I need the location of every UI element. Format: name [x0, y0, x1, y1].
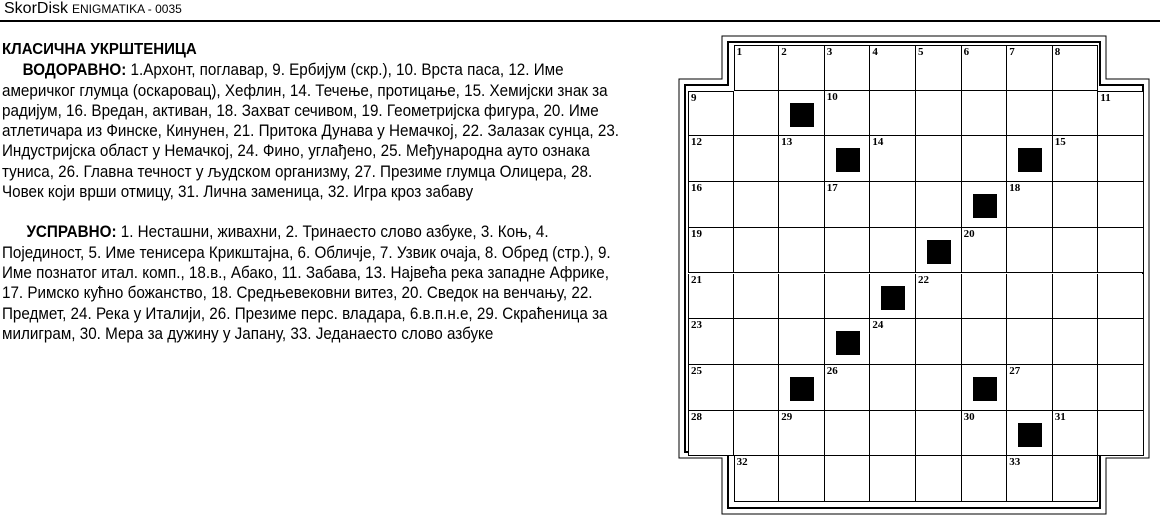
grid-cell[interactable]	[1053, 45, 1099, 91]
grid-cell[interactable]	[779, 228, 825, 274]
clue-number: 1	[736, 46, 743, 58]
grid-cell[interactable]	[962, 45, 1008, 91]
grid-cell[interactable]	[734, 365, 780, 411]
clue-number: 24	[872, 319, 884, 332]
grid-cell[interactable]	[734, 136, 780, 182]
grid-cell[interactable]	[779, 411, 825, 457]
clue-number: 19	[691, 227, 702, 240]
grid-cell[interactable]	[962, 228, 1008, 274]
grid-cell[interactable]	[870, 136, 916, 182]
grid-cell[interactable]	[779, 45, 825, 91]
down-clues	[2, 222, 622, 344]
grid-cell[interactable]	[1007, 456, 1053, 502]
grid-cell[interactable]	[1098, 411, 1144, 457]
clue-number: 9	[691, 91, 697, 104]
down-text: 1. Несташни, живахни, 2. Тринаесто слово азбуке, 3. Коњ, 4. Појединост, 5. Име тенисера Крикштајна, 6. Обличје, 7. Узвик очаја, 8. Обред (стр.), 9. Име познатог итал. комп., 18.в., Абако, 11. Забава, 13. Највећа река западне Африке, 17. Римско кућно божанство, 18. Средњевековни витез, 20. Сведок на венчању, 22. Предмет, 24. Река у Италији, 26. Презиме перс. владара, 6.в.п.н.е, 29. Скраћеница за милиграм, 30. Мера за дужину у Јапану, 33. Једанаесто слово азбуке	[2, 223, 611, 343]
clue-number: 26	[826, 364, 838, 377]
grid-cell[interactable]	[1007, 91, 1053, 137]
clue-number: 23	[691, 319, 702, 332]
grid-cell[interactable]	[1098, 91, 1144, 137]
grid-cell[interactable]	[962, 365, 1008, 411]
across-text: 1.Архонт, поглавар, 9. Ербијум (скр.), 10. Врста паса, 12. Име америчког глумца (оскаровац), Хефлин, 14. Течење, протицање, 15. Хемијски знак за радијум, 16. Вредан, активан, 18. Захват сечивом, 19. Геометријска фигура, 20. Име атлетичара из Финске, Кинунен, 21. Притока Дунава у Немачкој, 22. Залазак сунца, 23. Индустријска област у Немачкој, 24. Фино, углађено, 25. Међународна ауто ознака туниса, 26. Главна течност у људском организму, 27. Презиме глумца Олицера, 28. Човек који врши отмицу, 31. Лична заменица, 32. Игра кроз забаву	[2, 61, 620, 202]
black-square	[836, 331, 860, 355]
grid-cell[interactable]	[825, 365, 871, 411]
grid-cell[interactable]	[1098, 274, 1144, 320]
grid-cell[interactable]	[825, 45, 871, 91]
puzzle-title: КЛАСИЧНА УКРШТЕНИЦА	[2, 41, 197, 58]
grid-cell[interactable]	[962, 136, 1008, 182]
black-square	[973, 377, 997, 401]
clue-number: 7	[1009, 46, 1015, 58]
grid-cell[interactable]	[1007, 136, 1053, 182]
clues-panel	[2, 40, 622, 344]
grid-cell[interactable]	[1098, 228, 1144, 274]
grid-cell[interactable]	[870, 365, 916, 411]
clue-number: 29	[781, 410, 793, 423]
clue-number: 8	[1054, 46, 1061, 58]
clue-number: 15	[1054, 136, 1066, 149]
grid-cell[interactable]	[779, 365, 825, 411]
grid-cell[interactable]	[916, 45, 962, 91]
grid-cell[interactable]	[688, 228, 734, 274]
grid-cell[interactable]	[1007, 182, 1053, 228]
grid-cell[interactable]	[870, 274, 916, 320]
grid-cell[interactable]	[962, 91, 1008, 137]
grid-cell[interactable]	[688, 182, 734, 228]
clue-number: 31	[1054, 410, 1066, 423]
clue-number: 14	[872, 136, 884, 149]
across-label: ВОДОРАВНО:	[22, 61, 127, 80]
clue-number: 30	[963, 410, 975, 423]
grid-cell[interactable]	[688, 411, 734, 457]
grid-cell[interactable]	[734, 456, 780, 502]
grid-cell[interactable]	[916, 182, 962, 228]
grid-cell[interactable]	[779, 136, 825, 182]
grid-cell[interactable]	[1007, 45, 1053, 91]
grid-cell[interactable]	[779, 91, 825, 137]
black-square	[790, 377, 814, 401]
grid-cell[interactable]	[1007, 319, 1053, 365]
clue-number: 21	[691, 273, 702, 286]
grid-cell[interactable]	[1007, 365, 1053, 411]
grid-cell[interactable]	[1053, 456, 1099, 502]
grid-cell[interactable]	[962, 319, 1008, 365]
grid-cell[interactable]	[734, 45, 780, 91]
black-square	[790, 103, 814, 127]
grid-cell[interactable]	[1053, 91, 1099, 137]
grid-cell[interactable]	[870, 411, 916, 457]
down-label: УСПРАВНО:	[26, 223, 117, 242]
grid-cell[interactable]	[779, 182, 825, 228]
grid-cell[interactable]	[825, 228, 871, 274]
grid-cell[interactable]	[688, 136, 734, 182]
grid-cell[interactable]	[916, 274, 962, 320]
document-subtitle: ENIGMATIKA - 0035	[72, 2, 182, 16]
grid-cell[interactable]	[779, 319, 825, 365]
grid-cell[interactable]	[916, 228, 962, 274]
grid-cell[interactable]	[734, 411, 780, 457]
grid-cell[interactable]	[916, 365, 962, 411]
grid-cell[interactable]	[779, 274, 825, 320]
grid-cell[interactable]	[962, 274, 1008, 320]
grid-cell[interactable]	[734, 274, 780, 320]
clue-number: 12	[691, 136, 702, 149]
clue-number: 16	[691, 182, 702, 195]
grid-cell[interactable]	[916, 456, 962, 502]
black-square	[927, 240, 951, 264]
black-square	[973, 194, 997, 218]
grid-cell[interactable]	[1053, 228, 1099, 274]
grid-cell[interactable]	[916, 91, 962, 137]
grid-cell[interactable]	[870, 91, 916, 137]
grid-cell[interactable]	[962, 411, 1008, 457]
clue-number: 6	[963, 46, 970, 58]
grid-cell[interactable]	[825, 274, 871, 320]
grid-cell[interactable]	[1053, 182, 1099, 228]
clue-number: 32	[736, 456, 748, 469]
clue-number: 27	[1009, 364, 1021, 377]
grid-cell[interactable]	[825, 136, 871, 182]
grid-cell[interactable]	[688, 365, 734, 411]
black-square	[1018, 423, 1042, 447]
grid-cell[interactable]	[870, 228, 916, 274]
grid-cell[interactable]	[1053, 274, 1099, 320]
clue-number: 20	[963, 227, 975, 240]
grid-cell[interactable]	[1098, 182, 1144, 228]
grid-cell[interactable]	[779, 456, 825, 502]
grid-cell[interactable]	[1053, 319, 1099, 365]
grid-cell[interactable]	[1053, 411, 1099, 457]
grid-cell[interactable]	[1098, 365, 1144, 411]
clue-number: 25	[691, 364, 702, 377]
clue-number: 18	[1009, 182, 1021, 195]
grid-cell[interactable]	[962, 182, 1008, 228]
grid-cell[interactable]	[734, 228, 780, 274]
clue-number: 33	[1009, 456, 1021, 469]
black-square	[881, 286, 905, 310]
grid-cell[interactable]	[1053, 136, 1099, 182]
grid-cell[interactable]	[825, 319, 871, 365]
grid-cell[interactable]	[825, 182, 871, 228]
black-square	[836, 148, 860, 172]
grid-cell[interactable]	[1053, 365, 1099, 411]
black-square	[1018, 148, 1042, 172]
grid-cell[interactable]	[1098, 319, 1144, 365]
grid-cell[interactable]	[1007, 411, 1053, 457]
grid-cell[interactable]	[870, 456, 916, 502]
grid-cell[interactable]	[688, 274, 734, 320]
app-header	[0, 0, 1160, 22]
clue-number: 17	[826, 182, 838, 195]
crossword-grid	[676, 33, 1160, 517]
grid-cell[interactable]	[688, 319, 734, 365]
grid-cell[interactable]	[825, 411, 871, 457]
grid-cell[interactable]	[916, 319, 962, 365]
grid-cell[interactable]	[734, 319, 780, 365]
grid-cell[interactable]	[734, 91, 780, 137]
clue-number: 2	[781, 46, 787, 58]
across-clues	[2, 60, 622, 202]
clue-number: 13	[781, 136, 793, 149]
clue-number: 28	[691, 410, 702, 423]
grid-cell[interactable]	[688, 91, 734, 137]
brand-title: SkorDisk ENIGMATIKA - 0035	[4, 0, 182, 17]
clue-number: 11	[1100, 91, 1111, 104]
grid-cell[interactable]	[870, 182, 916, 228]
clue-number: 10	[826, 90, 838, 103]
clue-number: 5	[918, 46, 924, 58]
grid-cell[interactable]	[734, 182, 780, 228]
grid-cell[interactable]	[916, 136, 962, 182]
clue-number: 4	[872, 46, 878, 58]
grid-cell[interactable]	[1007, 228, 1053, 274]
grid-cell[interactable]	[870, 45, 916, 91]
clue-number: 3	[826, 46, 833, 58]
grid-cell[interactable]	[825, 91, 871, 137]
grid-cell[interactable]	[916, 411, 962, 457]
grid-cell[interactable]	[870, 319, 916, 365]
grid-cell[interactable]	[825, 456, 871, 502]
grid-cell[interactable]	[962, 456, 1008, 502]
clue-number: 22	[918, 273, 929, 286]
grid-cell[interactable]	[1098, 136, 1144, 182]
grid-cell[interactable]	[1007, 274, 1053, 320]
